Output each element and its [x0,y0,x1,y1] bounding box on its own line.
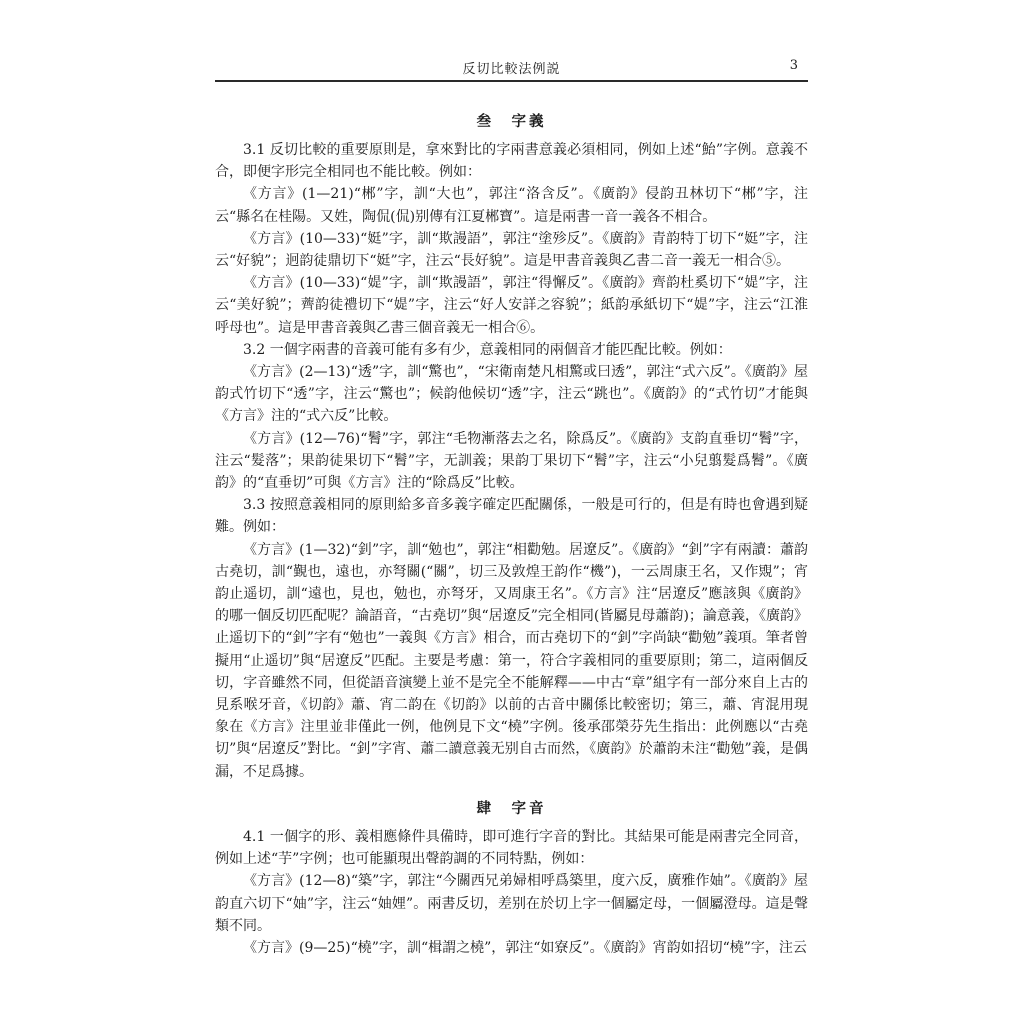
page-header [215,58,808,82]
example-paragraph: 《方言》(2—13)“透”字，訓“驚也”，“宋衛南楚凡相驚或曰透”，郭注“式六反”。《廣韵》屋韵式竹切下“透”字，注云“驚也”；候韵他候切“透”字，注云“跳也”。《廣韵》的“式竹切”才能與《方言》注的“式六反”比較。 [215,364,808,425]
section-heading-meaning: 叁 字義 [476,113,547,130]
example-paragraph: 《方言》(10—33)“媞”字，訓“欺謾語”，郭注“得懈反”。《廣韵》齊韵杜奚切下“媞”字，注云“美好貌”；薺韵徒禮切下“媞”字，注云“好人安詳之容貌”；紙韵承紙切下“媞”字，注云“江淮呼母也”。這是甲書音義與乙書三個音義无一相合⑥。 [215,275,808,336]
example-paragraph: 《方言》(9—25)“橈”字，訓“楫謂之橈”，郭注“如寮反”。《廣韵》宵韵如招切“橈”字，注云 [243,939,807,956]
section-heading-sound: 肆 字音 [476,799,547,817]
page-number: 3 [789,58,798,73]
example-paragraph: 《方言》(10—33)“娗”字，訓“欺謾語”，郭注“塗殄反”。《廣韵》青韵特丁切下“娗”字，注云“好貌”；迥韵徒鼎切下“娗”字，注云“長好貌”。這是甲書音義與乙書二音一義无一相合⑤。 [215,230,808,270]
example-paragraph: 《方言》(12—76)“鬌”字，郭注“毛物漸落去之名，除爲反”。《廣韵》支韵直垂切“鬌”字，注云“髮落”；果韵徒果切下“鬌”字，无訓義；果韵丁果切下“鬌”字，注云“小兒翦髮爲鬌”。《廣韵》的“直垂切”可與《方言》注的“除爲反”比較。 [215,430,808,492]
paragraph: 3.1 反切比較的重要原則是，拿來對比的字兩書意義必須相同，例如上述“鮐”字例。意義不合，即便字形完全相同也不能比較。例如： [215,142,808,181]
paragraph: 4.1 一個字的形、義相應條件具備時，即可進行字音的對比。其結果可能是兩書完全同音，例如上述“芋”字例；也可能顯現出聲韵調的不同特點，例如： [215,828,808,868]
running-title: 反切比較法例説 [462,62,561,77]
paragraph: 3.2 一個字兩書的音義可能有多有少，意義相同的兩個音才能匹配比較。例如： [243,341,732,358]
paragraph: 3.3 按照意義相同的原則給多音多義字確定匹配關係，一般是可行的，但是有時也會遇到疑難。例如： [215,497,808,536]
example-paragraph: 《方言》(1—32)“釗”字，訓“勉也”，郭注“相勸勉。居遼反”。《廣韵》“釗”字有兩讀：蕭韵古堯切，訓“覲也，遠也，亦弩關(“關”，切三及敦煌王韵作“機”)，一云周康王名，又作覭”；宵韵止遥切，訓“遠也，見也，勉也，亦弩牙，又周康王名”。《方言》注“居遼反”應該與《廣韵》的哪一個反切匹配呢？論語音，“古堯切”與“居遼反”完全相同(皆屬見母蕭韵)；論意義，《廣韵》止遥切下的“釗”字有“勉也”一義與《方言》相合，而古堯切下的“釗”字尚缺“勸勉”義項。筆者曾擬用“止遥切”與“居遼反”匹配。主要是考慮：第一，符合字義相同的重要原則；第二，這兩個反切，字音雖然不同，但從語音演變上並不是完全不能解釋——中古“章”組字有一部分來自上古的見系喉牙音，《切韵》蕭、宵二韵在《切韵》以前的古音中關係比較密切；第三，蕭、宵混用現象在《方言》注里並非僅此一例，他例見下文“橈”字例。後承邵榮芬先生指出：此例應以“古堯切”與“居遼反”對比。“釗”字宵、蕭二讀意義无别自古而然，《廣韵》於蕭韵未注“勸勉”義，是偶漏，不足爲據。 [215,541,808,780]
body-text [215,100,808,959]
example-paragraph: 《方言》(1—21)“郴”字，訓“大也”，郭注“洛含反”。《廣韵》侵韵丑林切下“郴”字，注云“縣名在桂陽。又姓，陶侃(侃)别傳有江夏郴寶”。這是兩書一音一義各不相合。 [215,186,808,225]
example-paragraph: 《方言》(12—8)“築”字，郭注“今關西兄弟婦相呼爲築里，度六反，廣雅作妯”。《廣韵》屋韵直六切下“妯”字，注云“妯娌”。兩書反切，差别在於切上字一個屬定母，一個屬澄母。這是聲類不同。 [215,873,808,934]
